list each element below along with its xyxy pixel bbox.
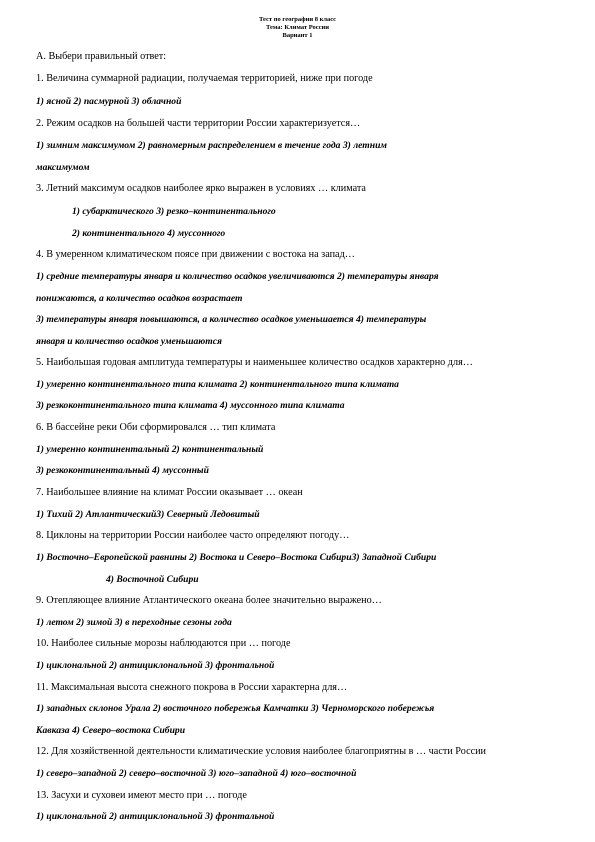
test-variant: Вариант 1 <box>282 32 313 39</box>
instruction: А. Выбери правильный ответ: <box>36 51 167 62</box>
question-5: 5. Наибольшая годовая амплитуда температуры и наименьшее количество осадков характерно для… <box>36 357 473 368</box>
answers-8b: 4) Восточной Сибири <box>106 574 199 585</box>
answers-7: 1) Тихий 2) Атлантический3) Северный Ледовитый <box>36 509 260 520</box>
answers-11-cont: Кавказа 4) Северо–востока Сибири <box>36 725 186 736</box>
answers-8a: 1) Восточно–Европейской равнины 2) Востока и Северо–Востока Сибири3) Западной Сибири <box>36 552 437 563</box>
test-topic: Тема: Климат России <box>265 24 330 31</box>
answers-10: 1) циклональной 2) антициклональной 3) фронтальной <box>36 660 275 671</box>
answers-13: 1) циклональной 2) антициклональной 3) фронтальной <box>36 811 275 822</box>
question-3: 3. Летний максимум осадков наиболее ярко выражен в условиях … климата <box>36 183 366 194</box>
question-11: 11. Максимальная высота снежного покрова в России характерна для… <box>36 682 348 693</box>
answers-9: 1) летом 2) зимой 3) в переходные сезоны года <box>36 617 232 628</box>
question-12: 12. Для хозяйственной деятельности климатические условия наиболее благоприятны в … части России <box>36 746 487 757</box>
test-title: Тест по географии 8 класс <box>258 16 337 23</box>
answers-4a: 1) средние температуры января и количество осадков увеличиваются 2) температуры января <box>36 271 439 282</box>
answers-6b: 3) резкоконтинентальный 4) муссонный <box>36 465 209 476</box>
answers-4b: 3) температуры января повышаются, а количество осадков уменьшается 4) температуры <box>36 314 427 325</box>
question-10: 10. Наиболее сильные морозы наблюдаются при … погоде <box>36 638 291 649</box>
answers-5b: 3) резкоконтинентального типа климата 4) муссонного типа климата <box>36 400 345 411</box>
question-4: 4. В умеренном климатическом поясе при движении с востока на запад… <box>36 249 355 260</box>
question-2: 2. Режим осадков на большей части территории России характеризуется… <box>36 118 361 129</box>
answers-11: 1) западных склонов Урала 2) восточного побережья Камчатки 3) Черноморского побережья <box>36 703 435 714</box>
question-1: 1. Величина суммарной радиации, получаемая территорией, ниже при погоде <box>36 73 373 84</box>
question-6: 6. В бассейне реки Оби сформировался … тип климата <box>36 422 276 433</box>
question-8: 8. Циклоны на территории России наиболее часто определяют погоду… <box>36 530 350 541</box>
answers-6a: 1) умеренно континентальный 2) континентальный <box>36 444 264 455</box>
answers-5a: 1) умеренно континентального типа климата 2) континентального типа климата <box>36 379 399 390</box>
question-9: 9. Отепляющее влияние Атлантического океана более значительно выражено… <box>36 595 382 606</box>
answers-2-cont: максимумом <box>36 162 90 173</box>
question-7: 7. Наибольшее влияние на климат России оказывает … океан <box>36 487 303 498</box>
answers-4b-cont: января и количество осадков уменьшаются <box>36 336 222 347</box>
answers-2: 1) зимним максимумом 2) равномерным распределением в течение года 3) летним <box>36 140 387 151</box>
question-13: 13. Засухи и суховеи имеют место при … погоде <box>36 790 247 801</box>
answers-12: 1) северо–западной 2) северо–восточной 3) юго–западной 4) юго–восточной <box>36 768 357 779</box>
answers-4a-cont: понижаются, а количество осадков возрастает <box>36 293 243 304</box>
answers-3b: 2) континентального 4) муссонного <box>72 228 226 239</box>
answers-3a: 1) субарктического 3) резко–континентального <box>72 206 276 217</box>
answers-1: 1) ясной 2) пасмурной 3) облачной <box>36 96 182 107</box>
